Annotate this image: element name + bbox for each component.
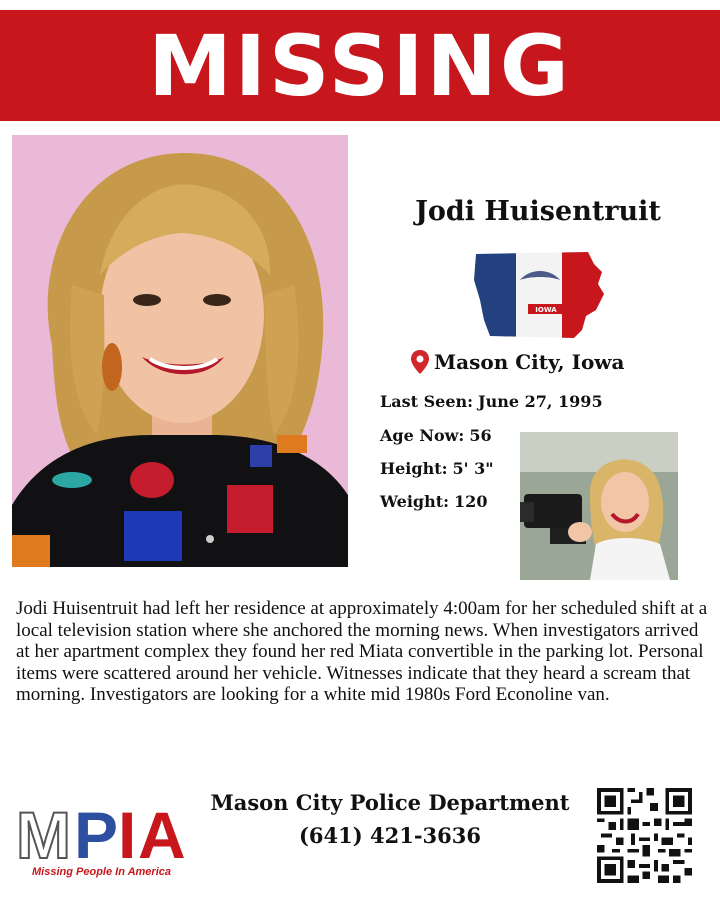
fact-value: June 27, 1995 xyxy=(478,392,603,411)
phone-number[interactable]: (641) 421-3636 xyxy=(298,823,482,848)
fact-label: Weight: xyxy=(380,492,450,511)
qr-code[interactable] xyxy=(597,788,692,883)
fact-value: 120 xyxy=(454,492,488,511)
fact-label: Age Now: xyxy=(380,426,465,445)
secondary-photo xyxy=(520,432,678,580)
fact-last-seen xyxy=(380,392,603,411)
location-pin-icon xyxy=(410,349,430,375)
fact-weight xyxy=(380,492,487,511)
location-line xyxy=(410,349,624,375)
fact-age xyxy=(380,426,492,445)
flag-text: IOWA xyxy=(535,306,557,314)
person-name: Jodi Huisentruit xyxy=(415,196,661,227)
police-department: Mason City Police Department xyxy=(210,790,570,815)
description-paragraph: Jodi Huisentruit had left her residence at approximately 4:00am for her scheduled shift at a local television station where she anchored the morning news. When investigators arrived at her apartment complex they found her red Miata convertible in the parking lot. Personal items were scattered around her vehicle. Witnesses indicate that they heard a scream that morning. Investigators are looking for a white mid 1980s Ford Econoline van. xyxy=(16,598,708,705)
svg-text:P: P xyxy=(74,800,119,866)
logo-tagline: Missing People In America xyxy=(32,866,171,878)
fact-label: Height: xyxy=(380,459,448,478)
fact-height xyxy=(380,459,494,478)
svg-text:A: A xyxy=(138,800,186,866)
fact-value: 5' 3" xyxy=(452,459,494,478)
fact-label: Last Seen: xyxy=(380,392,474,411)
svg-text:I: I xyxy=(118,800,137,866)
iowa-flag-map xyxy=(470,250,610,342)
main-photo xyxy=(12,135,348,567)
location-text: Mason City, Iowa xyxy=(434,350,625,374)
banner-title: MISSING xyxy=(148,16,572,115)
missing-banner xyxy=(0,10,720,121)
fact-value: 56 xyxy=(469,426,492,445)
svg-text:M: M xyxy=(16,800,71,866)
